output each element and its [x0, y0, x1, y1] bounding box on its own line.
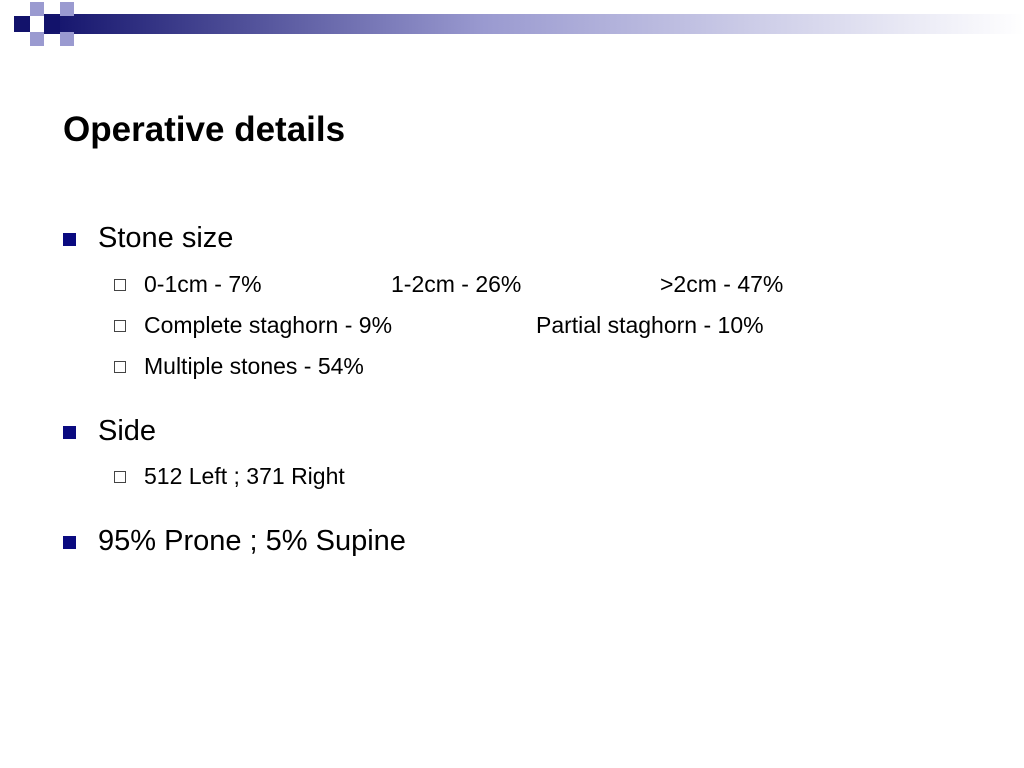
square-bullet-icon: [63, 536, 76, 549]
header-square-light-1: [30, 2, 44, 16]
stone-size-1-2cm: 1-2cm - 26%: [391, 271, 522, 297]
hollow-square-bullet-icon: [114, 361, 126, 373]
header-square-light-3: [60, 2, 74, 16]
header-square-light-2: [30, 32, 44, 46]
partial-staghorn: Partial staghorn - 10%: [536, 312, 764, 338]
bullet-item-label: 95% Prone ; 5% Supine: [98, 525, 406, 557]
square-bullet-icon: [63, 233, 76, 246]
complete-staghorn: Complete staghorn - 9%: [144, 312, 393, 338]
hollow-square-bullet-icon: [114, 320, 126, 332]
bullet-item-label: Stone size: [98, 222, 234, 254]
multiple-stones: Multiple stones - 54%: [144, 353, 364, 379]
header-square-light-4: [60, 32, 74, 46]
stone-size-0-1cm: 0-1cm - 7%: [144, 271, 262, 297]
side-counts: 512 Left ; 371 Right: [144, 463, 345, 489]
bullet-item-label: Side: [98, 415, 157, 447]
header-gradient-bar: [44, 14, 1024, 34]
slide-title: Operative details: [63, 110, 346, 149]
stone-size-over-2cm: >2cm - 47%: [660, 271, 784, 297]
header-decoration: [0, 0, 1024, 50]
header-square-dark-1: [14, 16, 30, 32]
hollow-square-bullet-icon: [114, 471, 126, 483]
header-square-dark-2: [44, 16, 60, 32]
hollow-square-bullet-icon: [114, 279, 126, 291]
square-bullet-icon: [63, 426, 76, 439]
